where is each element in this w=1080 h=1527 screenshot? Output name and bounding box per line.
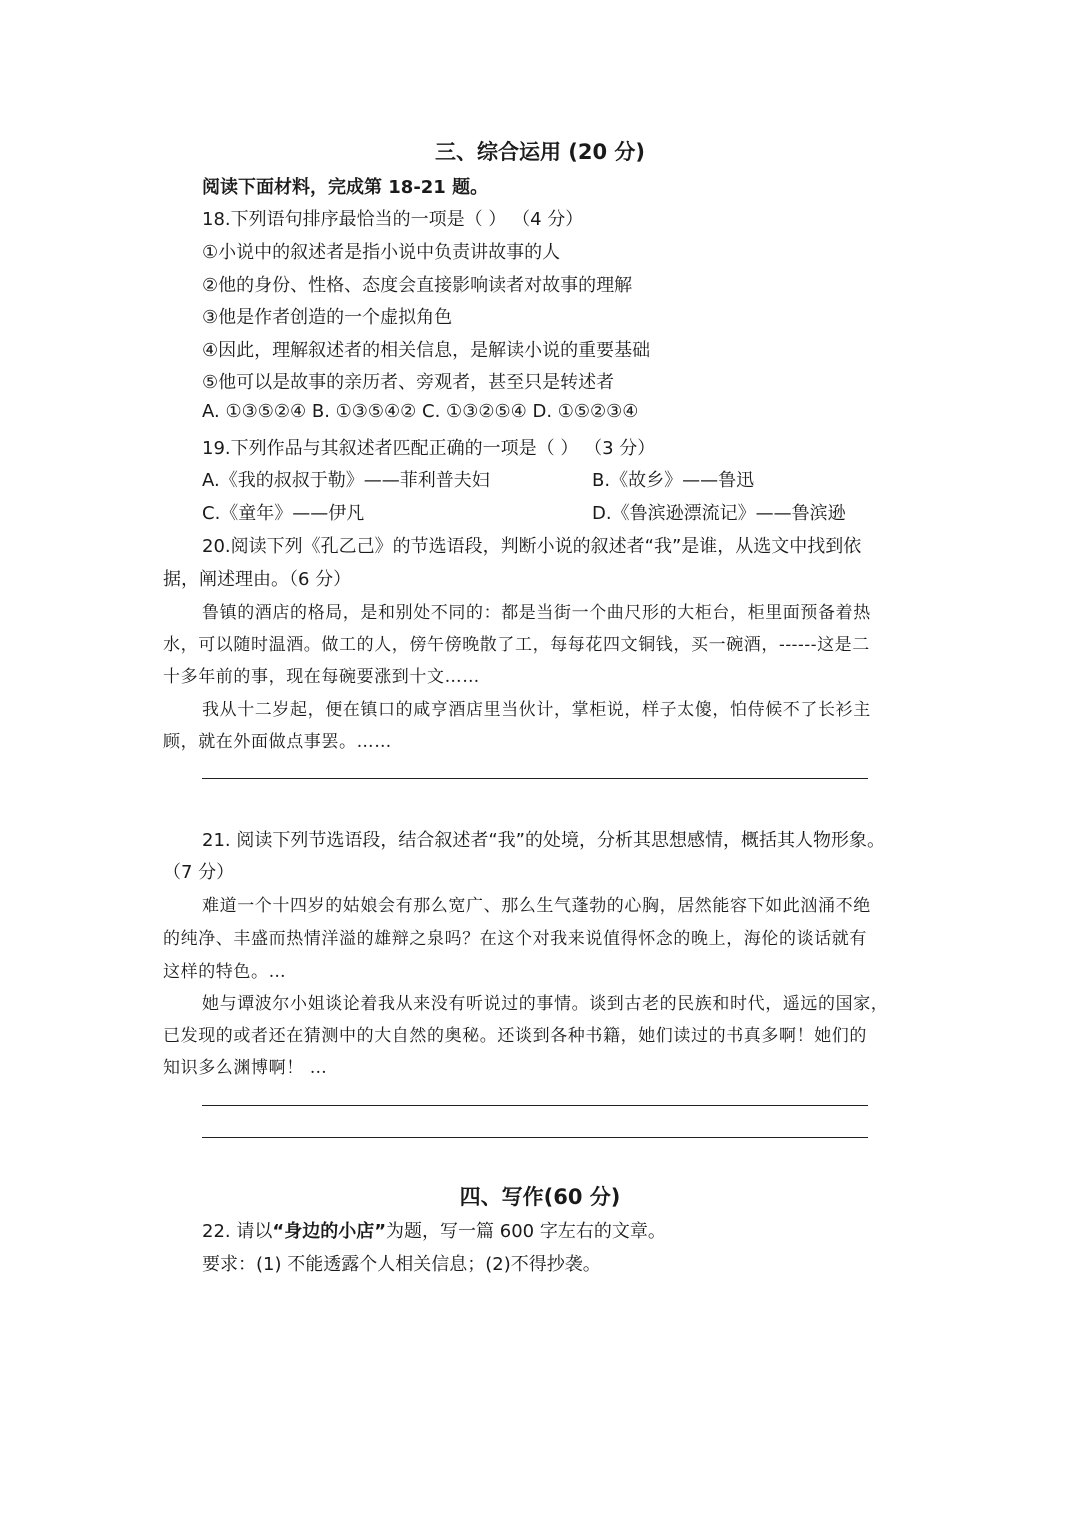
q18-sentence-4: ④因此，理解叙述者的相关信息，是解读小说的重要基础 (202, 340, 651, 361)
q18-stem: 18.下列语句排序最恰当的一项是（ ） （4 分） (202, 209, 584, 230)
q22-prefix: 22. 请以 (202, 1221, 273, 1242)
q18-options: A. ①③⑤②④ B. ①③⑤④② C. ①③②⑤④ D. ①⑤②③④ (202, 401, 639, 422)
q22-stem (202, 1217, 666, 1243)
q20-passage-2-line-1: 我从十二岁起，便在镇口的咸亨酒店里当伙计，掌柜说，样子太傻，怕侍候不了长衫主 (202, 700, 871, 720)
q19-option-c: C.《童年》——伊凡 (202, 503, 365, 524)
q21-passage-2-line-1: 她与谭波尔小姐谈论着我从来没有听说过的事情。谈到古老的民族和时代，遥远的国家， (202, 994, 889, 1014)
q20-passage-1-line-1: 鲁镇的酒店的格局，是和别处不同的：都是当街一个曲尺形的大柜台，柜里面预备着热 (202, 603, 871, 623)
q22-requirements: 要求：(1) 不能透露个人相关信息；(2)不得抄袭。 (202, 1254, 601, 1275)
q19-option-a: A.《我的叔叔于勒》——菲利普夫妇 (202, 470, 490, 491)
q20-passage-1-line-3: 十多年前的事，现在每碗要涨到十文…… (163, 667, 480, 687)
q21-passage-1-line-3: 这样的特色。… (163, 962, 287, 982)
q22-suffix: 为题，写一篇 600 字左右的文章。 (386, 1221, 666, 1242)
q21-passage-2-line-2: 已发现的或者还在猜测中的大自然的奥秘。还谈到各种书籍，她们读过的书真多啊！她们的 (163, 1026, 867, 1046)
q21-stem-line-1: 21. 阅读下列节选语段，结合叙述者“我”的处境，分析其思想感情，概括其人物形象。 (202, 830, 885, 851)
q21-answer-line-1[interactable] (202, 1105, 868, 1106)
q20-stem-line-2: 据，阐述理由。（6 分） (163, 569, 352, 590)
q21-stem-line-2: （7 分） (163, 862, 235, 883)
section-4-title: 四、写作(60 分) (459, 1185, 621, 1209)
section-3-title: 三、综合运用 (20 分) (434, 140, 646, 164)
q20-passage-1-line-2: 水，可以随时温酒。做工的人，傍午傍晚散了工，每每花四文铜钱，买一碗酒，------这是二 (163, 635, 870, 655)
section-3-instruction: 阅读下面材料，完成第 18-21 题。 (202, 177, 489, 198)
q22-topic: “身边的小店” (272, 1221, 387, 1242)
q21-passage-1-line-2: 的纯净、丰盛而热情洋溢的雄辩之泉吗？在这个对我来说值得怀念的晚上，海伦的谈话就有 (163, 929, 867, 949)
q19-option-d: D.《鲁滨逊漂流记》——鲁滨逊 (592, 503, 846, 524)
q18-sentence-5: ⑤他可以是故事的亲历者、旁观者，甚至只是转述者 (202, 372, 615, 393)
q21-passage-2-line-3: 知识多么渊博啊！ … (163, 1058, 328, 1078)
q18-sentence-2: ②他的身份、性格、态度会直接影响读者对故事的理解 (202, 275, 633, 296)
q21-passage-1-line-1: 难道一个十四岁的姑娘会有那么宽广、那么生气蓬勃的心胸，居然能容下如此汹涌不绝 (202, 896, 871, 916)
q20-answer-line[interactable] (202, 778, 868, 779)
q18-sentence-3: ③他是作者创造的一个虚拟角色 (202, 307, 453, 328)
q20-passage-2-line-2: 顾，就在外面做点事罢。…… (163, 732, 392, 752)
q18-sentence-1: ①小说中的叙述者是指小说中负责讲故事的人 (202, 242, 561, 263)
q21-answer-line-2[interactable] (202, 1137, 868, 1138)
q19-stem: 19.下列作品与其叙述者匹配正确的一项是（ ） （3 分） (202, 438, 656, 459)
q20-stem-line-1: 20.阅读下列《孔乙己》的节选语段，判断小说的叙述者“我”是谁，从选文中找到依 (202, 536, 862, 557)
q19-option-b: B.《故乡》——鲁迅 (592, 470, 755, 491)
